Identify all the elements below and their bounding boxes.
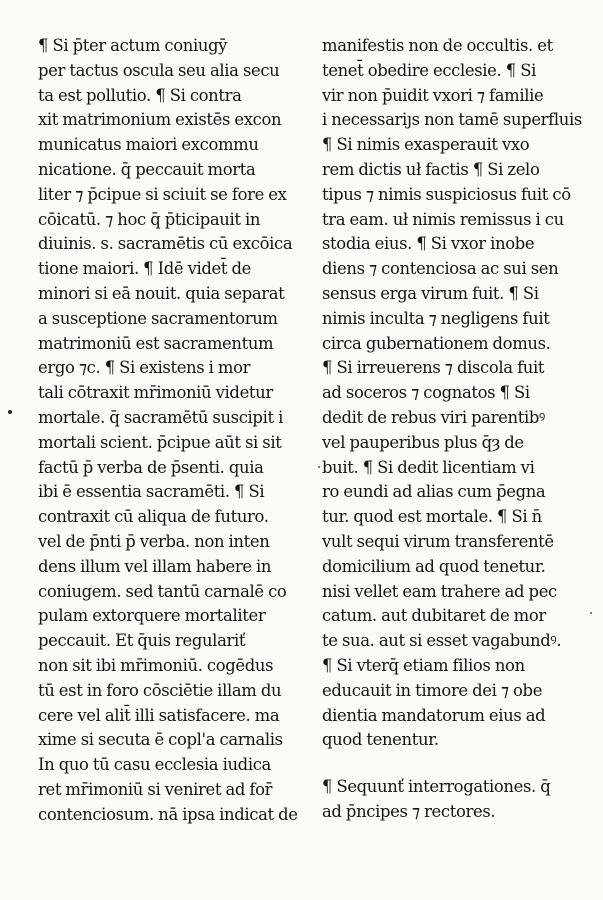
text-line: minori si eā nouit. quia separat xyxy=(38,283,285,303)
text-line: factū p̄ verba de p̄senti. quia xyxy=(38,457,264,477)
text-line: ret mr̄imoniū si veniret ad for̄ xyxy=(38,779,273,799)
text-line: ta est pollutio. ¶ Si contra xyxy=(38,85,242,105)
text-line: vir non p̄uidit vxori ⁊ familie xyxy=(322,85,544,105)
text-line: coniugem. sed tantū carnalē co xyxy=(38,581,287,601)
text-line: peccauit. Et q̄uis regulariť xyxy=(38,631,246,651)
text-line: ad soceros ⁊ cognatos ¶ Si xyxy=(322,383,530,403)
text-line: ¶ Si nimis exasperauit vxo xyxy=(322,135,530,155)
ink-speck xyxy=(318,466,320,468)
text-line: a susceptione sacramentorum xyxy=(38,308,278,328)
text-line: ¶ Si vterq̄ etiam filios non xyxy=(322,655,525,675)
text-line: circa gubernationem domus. xyxy=(322,333,551,353)
text-line: domicilium ad quod tenetur. xyxy=(322,556,546,576)
text-line: ergo ⁊c. ¶ Si existens i mor xyxy=(38,358,251,378)
text-line: i necessariȷs non tamē superfluis xyxy=(322,110,582,130)
text-line: vult sequi virum transferentē xyxy=(322,531,554,551)
text-line: nimis inculta ⁊ negligens fuit xyxy=(322,308,550,328)
text-line: cōicatū. ⁊ hoc q̄ p̄ticipauit in xyxy=(38,209,261,229)
text-line: manifestis non de occultis. et xyxy=(322,36,553,55)
text-line: dedit de rebus viri parentibꝰ xyxy=(322,407,545,427)
text-line: tione maiori. ¶ Idē videt̄ de xyxy=(38,259,251,279)
text-line: xit matrimonium existēs excon xyxy=(38,110,282,130)
text-line: tali cōtraxit mr̄imoniū videtur xyxy=(38,383,273,403)
right-text-column xyxy=(322,34,582,825)
left-text-column xyxy=(38,34,306,828)
text-line: xime si secuta ē copl'a carnalis xyxy=(38,730,283,750)
text-line: mortale. q̄ sacramētū suscipit i xyxy=(38,407,283,427)
text-line: ¶ Si irreuerens ⁊ discola fuit xyxy=(322,358,545,378)
text-line: nisi vellet eam trahere ad pec xyxy=(322,581,557,601)
text-line: tur. quod est mortale. ¶ Si n̄ xyxy=(322,507,542,527)
text-line: contenciosum. nā ipsa indicat de xyxy=(38,804,298,824)
text-line: tū est in foro cōsciētie illam du xyxy=(38,680,282,700)
text-line: vel de p̄nti p̄ verba. non inten xyxy=(38,531,270,551)
text-line: sensus erga virum fuit. ¶ Si xyxy=(322,283,539,303)
text-line: vel pauperibus plus q̄ȝ de xyxy=(322,432,524,452)
text-line: non sit ibi mr̄imoniū. cogēdus xyxy=(38,655,274,675)
text-line: pulam extorquere mortaliter xyxy=(38,606,266,626)
text-line: matrimoniū est sacramentum xyxy=(38,333,274,353)
text-line: cere vel alit̄ illi satisfacere. ma xyxy=(38,705,280,725)
text-line: quod tenentur. xyxy=(322,730,439,750)
text-line: ¶ Si p̄ter actum coniugȳ xyxy=(38,36,228,55)
ink-speck xyxy=(590,612,592,614)
text-line: rem dictis uł factis ¶ Si zelo xyxy=(322,159,540,179)
text-line: ad p̄ncipes ⁊ rectores. xyxy=(322,801,496,821)
text-line: ro eundi ad alias cum p̄egna xyxy=(322,482,546,502)
text-line: ibi ē essentia sacramēti. ¶ Si xyxy=(38,482,265,502)
text-line: per tactus oscula seu alia secu xyxy=(38,60,280,80)
text-line: diuinis. s. sacramētis cū excōica xyxy=(38,234,293,254)
text-line: diens ⁊ contenciosa ac sui sen xyxy=(322,259,559,279)
margin-ink-dot xyxy=(8,410,12,414)
text-line: In quo tū casu ecclesia iudica xyxy=(38,755,271,775)
text-line: tenet̄ obedire ecclesie. ¶ Si xyxy=(322,60,536,80)
text-line: tipus ⁊ nimis suspiciosus fuit cō xyxy=(322,184,571,204)
text-line: liter ⁊ p̄cipue si sciuit se fore ex xyxy=(38,184,287,204)
text-line: dens illum vel illam habere in xyxy=(38,556,272,576)
text-line: te sua. aut si esset vagabundꝰ. xyxy=(322,631,562,651)
text-line: catum. aut dubitaret de mor xyxy=(322,606,546,626)
text-line: contraxit cū aliqua de futuro. xyxy=(38,507,269,527)
text-line: buit. ¶ Si dedit licentiam vi xyxy=(322,457,535,477)
text-line: educauit in timore dei ⁊ obe xyxy=(322,680,543,700)
text-line: ¶ Sequunť interrogationes. q̄ xyxy=(322,777,551,797)
text-line: tra eam. uł nimis remissus i cu xyxy=(322,209,564,229)
text-line: stodia eius. ¶ Si vxor inobe xyxy=(322,234,535,254)
text-line: nicatione. q̄ peccauit morta xyxy=(38,159,256,179)
text-line: mortali scient. p̄cipue aūt si sit xyxy=(38,432,282,452)
text-line: municatus maiori excommu xyxy=(38,135,259,155)
text-line: dientia mandatorum eius ad xyxy=(322,705,546,725)
